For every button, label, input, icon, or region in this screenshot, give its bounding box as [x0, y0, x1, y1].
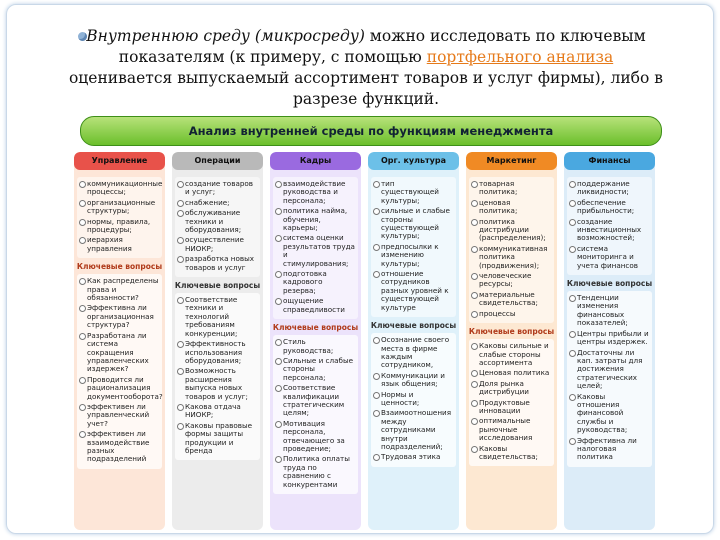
column-body: [368, 174, 459, 530]
column-body: [172, 174, 263, 530]
list-item: снабжение;: [185, 199, 257, 207]
list-item: Политика оплаты труда по сравнению с конкурентами: [283, 455, 355, 489]
list-item: Каковы правовые формы защиты продукции и бренда: [185, 422, 257, 456]
key-questions-label: Ключевые вопросы: [76, 262, 163, 272]
list-item: Каковы сильные и слабые стороны ассортимента: [479, 342, 551, 367]
list-item: эффективен ли управленческий учет?: [87, 403, 159, 428]
list-item: коммуникационные процессы;: [87, 179, 163, 197]
list-item: Трудовая этика: [381, 453, 453, 461]
key-questions-label: Ключевые вопросы: [174, 281, 261, 291]
list-item: Эффективна ли организационная структура?: [87, 304, 159, 329]
list-item: Взаимоотношения между сотрудниками внутри подразделений;: [381, 408, 452, 451]
list-item: Осознание своего места в фирме каждым сотрудником,: [381, 336, 453, 370]
list-item: нормы, правила, процедуры;: [87, 218, 159, 235]
column-4: [368, 152, 459, 530]
list-item: система мониторинга и учета финансов: [577, 245, 649, 270]
list-item: тип существующей культуры;: [381, 180, 453, 205]
key-questions-label: Ключевые вопросы: [566, 279, 653, 289]
list-item: Центры прибыли и центры издержек.: [577, 328, 649, 347]
list-item: система оценки результатов труда и стимулирования;: [283, 233, 355, 268]
list-item: политика дистрибуции (распределения);: [479, 218, 551, 243]
column-5: [466, 152, 557, 530]
list-item: Доля рынка дистрибуции: [479, 380, 551, 397]
list-item: Каковы отношения финансовой службы и руководства;: [577, 393, 649, 435]
column-section: [371, 177, 456, 317]
column-section: [567, 291, 652, 467]
list-item: Соответствие техники и технологий требованиям конкуренции;: [185, 296, 257, 338]
column-1: [74, 152, 165, 530]
column-3: [270, 152, 361, 530]
column-body: [270, 174, 361, 530]
column-header: Кадры: [270, 152, 361, 170]
column-section: [273, 177, 358, 319]
list-item: Эффективность использования оборудования;: [185, 340, 257, 365]
list-item: Проводится ли рационализация документооборота?: [87, 374, 163, 401]
column-section: [371, 333, 456, 467]
intro-text-part2: можно исследовать по ключевым показателям (к примеру, с помощью: [118, 27, 646, 66]
list-item: предпосылки к изменению культуры;: [381, 243, 453, 268]
column-body: [466, 174, 557, 530]
list-item: создание товаров и услуг;: [185, 180, 257, 197]
list-item: коммуникативная политика (продвижения);: [479, 245, 551, 270]
column-section: [469, 177, 554, 323]
key-questions-label: Ключевые вопросы: [468, 327, 555, 337]
list-item: Соответствие квалификации стратегическим целям;: [283, 384, 355, 418]
column-header: Финансы: [564, 152, 655, 170]
intro-text: [66, 26, 666, 110]
column-section: [175, 293, 260, 460]
column-body: [74, 174, 165, 530]
column-section: [469, 339, 554, 466]
list-item: товарная политика;: [479, 180, 551, 197]
intro-text-part3: оценивается выпускаемый ассортимент товаров и услуг фирмы), либо в разрезе функций.: [68, 69, 664, 108]
list-item: ощущение справедливости: [283, 297, 355, 314]
list-item: обеспечение прибыльности;: [577, 199, 649, 216]
diagram-title: Анализ внутренней среды по функциям менеджмента: [80, 116, 662, 146]
list-item: Разработана ли система сокращения управленческих издержек?: [87, 332, 159, 374]
list-item: Достаточны ли кап. затраты для достижения стратегических целей;: [577, 349, 649, 391]
list-item: процессы: [479, 310, 551, 318]
list-item: Каковы свидетельства;: [479, 445, 551, 462]
key-questions-label: Ключевые вопросы: [272, 323, 359, 333]
intro-emphasis: Внутреннюю среду (микросреду): [86, 27, 365, 45]
key-questions-label: Ключевые вопросы: [370, 321, 457, 331]
column-header: Орг. культура: [368, 152, 459, 170]
list-item: иерархия управления: [87, 236, 159, 253]
list-item: Продуктовые инновации: [479, 399, 551, 416]
list-item: материальные свидетельства;: [479, 291, 551, 308]
list-item: Тенденции изменения финансовых показателей;: [577, 294, 649, 328]
list-item: Возможность расширения выпуска новых товаров и услуг;: [185, 367, 257, 401]
list-item: организационные структуры;: [87, 199, 159, 216]
column-section: [175, 177, 260, 277]
list-item: Как распределены права и обязанности?: [87, 276, 159, 303]
list-item: человеческие ресурсы;: [479, 272, 551, 289]
list-item: эффективен ли взаимодействие разных подразделений: [87, 430, 159, 464]
list-item: взаимодействие руководства и персонала;: [283, 180, 355, 205]
column-header: Операции: [172, 152, 263, 170]
list-item: Стиль руководства;: [283, 338, 355, 355]
column-section: [273, 335, 358, 494]
column-section: [77, 177, 162, 258]
list-item: Мотивация персонала, отвечающего за проведение;: [283, 420, 355, 454]
portfolio-analysis-link[interactable]: портфельного анализа: [426, 48, 614, 66]
list-item: ценовая политика;: [479, 199, 551, 216]
list-item: Какова отдача НИОКР;: [185, 403, 257, 420]
list-item: Коммуникации и язык общения;: [381, 372, 453, 389]
list-item: разработка новых товаров и услуг: [185, 255, 257, 272]
list-item: создание инвестиционных возможностей;: [577, 218, 649, 243]
list-item: политика найма, обучения, карьеры;: [283, 207, 355, 232]
column-6: [564, 152, 655, 530]
list-item: Сильные и слабые стороны персонала;: [283, 355, 354, 382]
column-body: [564, 174, 655, 530]
column-section: [77, 274, 162, 469]
list-item: поддержание ликвидности;: [577, 180, 649, 197]
list-item: отношение сотрудников разных уровней к существующей культуре: [381, 270, 453, 312]
list-item: осуществление НИОКР;: [185, 236, 257, 253]
list-item: Эффективна ли налоговая политика: [577, 437, 649, 462]
list-item: сильные и слабые стороны существующей культуры;: [381, 207, 453, 241]
column-header: Маркетинг: [466, 152, 557, 170]
list-item: Ценовая политика: [479, 368, 550, 378]
list-item: обслуживание техники и оборудования;: [185, 209, 257, 234]
list-item: Нормы и ценности;: [381, 391, 453, 408]
column-2: [172, 152, 263, 530]
column-header: Управление: [74, 152, 165, 170]
column-section: [567, 177, 652, 275]
list-item: подготовка кадрового резерва;: [283, 270, 355, 295]
list-item: оптимальные рыночные исследования: [479, 417, 551, 442]
